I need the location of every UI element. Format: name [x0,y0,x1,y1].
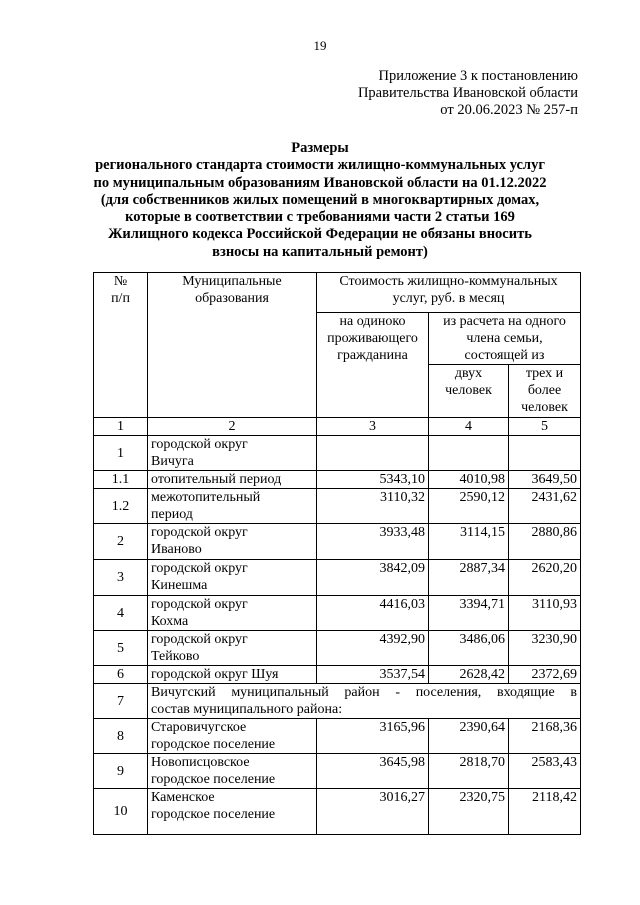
municipality-name-line: отопительный период [151,472,282,487]
header-text: образования [195,291,269,306]
title-line: которые в соответствии с требованиями части 2 статьи 169 [125,209,515,226]
cost-single: 5343,10 [317,471,429,489]
cost-single: 4392,90 [317,631,429,666]
municipality-name-line: межотопительный [151,490,261,505]
municipality-name [148,754,317,789]
municipality-name [148,666,317,684]
header-cost [317,273,581,313]
cost-single: 3842,09 [317,560,429,596]
header-text: Стоимость жилищно-коммунальных [339,274,558,289]
column-number: 2 [148,418,317,436]
cost-two-persons: 2628,42 [429,666,509,684]
municipality-name-line: Новописцовское [151,755,250,770]
appendix-line: Правительства Ивановской области [357,85,578,101]
row-number: 2 [94,524,148,560]
page-number: 19 [313,38,327,53]
title-line: по муниципальным образованиям Ивановской области на 01.12.2022 [93,174,547,191]
column-number: 4 [429,418,509,436]
cost-three-persons: 3110,93 [509,596,581,631]
row-number: 4 [94,596,148,631]
row-number: 1.2 [94,489,148,524]
cost-single: 3537,54 [317,666,429,684]
municipality-name-line: городской округ [151,632,248,647]
municipality-name-line: городской округ [151,525,248,540]
municipality-name-line: Старовичугское [151,720,247,735]
cost-two-persons: 4010,98 [429,471,509,489]
municipality-name [148,489,317,524]
header-text: трех и [525,366,564,381]
title-line: Размеры [291,140,349,156]
municipality-name-line: Вичуга [151,454,194,469]
header-text: № [113,274,128,289]
row-number: 6 [94,666,148,684]
header-text: проживающего [327,331,418,346]
municipality-name [148,631,317,666]
section-row [94,684,581,719]
cost-single: 3933,48 [317,524,429,560]
municipality-name [148,471,317,489]
header-text: члена семьи, [466,331,543,346]
cost-single: 3110,32 [317,489,429,524]
header-text: гражданина [337,348,408,363]
municipality-name [148,436,317,471]
title-line: (для собственников жилых помещений в многоквартирных домах, [100,191,540,208]
municipality-name-line: Кохма [151,614,189,629]
header-text: человек [521,400,568,415]
header-text: двух [454,366,483,381]
title-line: Жилищного кодекса Российской Федерации не обязаны вносить [108,226,532,243]
table-row [94,666,581,684]
cost-single: 3016,27 [317,789,429,835]
municipality-name-line: Кинешма [151,578,208,593]
cost-single: 3645,98 [317,754,429,789]
row-number: 10 [94,789,148,835]
column-number: 3 [317,418,429,436]
municipality-name-line: городской округ [151,561,248,576]
cost-three-persons: 2118,42 [509,789,581,835]
header-three-persons [509,365,581,418]
header-text: Муниципальные [182,274,282,289]
row-number: 7 [94,684,148,719]
column-number-row [94,418,581,436]
cost-two-persons: 2590,12 [429,489,509,524]
municipality-name-line: Каменское [151,790,215,805]
municipality-name-line: городское поселение [151,737,276,752]
cost-three-persons: 2431,62 [509,489,581,524]
column-number: 1 [94,418,148,436]
cost-three-persons: 3649,50 [509,471,581,489]
section-title [148,684,581,719]
municipality-name-line: городской округ [151,437,248,452]
cost-two-persons: 2390,64 [429,719,509,754]
cost-two-persons: 3114,15 [429,524,509,560]
municipality-name [148,789,317,835]
document-title [60,140,580,261]
header-text: на одиноко [339,314,406,329]
municipality-name-line: городское поселение [151,772,276,787]
municipality-name-line: Иваново [151,542,202,557]
table-row [94,436,581,471]
cost-three-persons: 2372,69 [509,666,581,684]
cost-two-persons: 2887,34 [429,560,509,596]
cost-two-persons: 3486,06 [429,631,509,666]
header-two-persons [429,365,509,418]
header-row [94,273,581,313]
row-number: 1.1 [94,471,148,489]
header-text: состоящей из [464,348,545,363]
header-single-citizen [317,313,429,418]
title-line: взносы на капитальный ремонт) [212,243,428,260]
header-text: п/п [111,291,130,306]
table-row [94,596,581,631]
municipality-name [148,596,317,631]
rates-table [93,272,581,835]
header-per-family-member [429,313,581,365]
table-row [94,719,581,754]
cost-single: 3165,96 [317,719,429,754]
column-number: 5 [509,418,581,436]
appendix-note [358,68,578,119]
cost-three-persons: 3230,90 [509,631,581,666]
appendix-line: Приложение 3 к постановлению [378,68,578,84]
table-row [94,754,581,789]
municipality-name-line: Тейково [151,649,200,664]
cost-two-persons: 3394,71 [429,596,509,631]
cost-single [317,436,429,471]
table-row [94,560,581,596]
cost-single: 4416,03 [317,596,429,631]
municipality-name-line: городской округ [151,597,248,612]
rates-table-body [94,273,581,835]
section-title-line: состав муниципального района: [151,702,343,717]
municipality-name-line: городской округ Шуя [151,667,279,682]
section-title-line: Вичугский муниципальный район - поселения, входящие в [151,685,577,700]
header-number [94,273,148,418]
table-row [94,789,581,835]
title-line: регионального стандарта стоимости жилищно-коммунальных услуг [95,157,545,174]
cost-three-persons: 2880,86 [509,524,581,560]
header-text: человек [445,383,492,398]
table-row [94,524,581,560]
cost-three-persons: 2620,20 [509,560,581,596]
cost-two-persons: 2818,70 [429,754,509,789]
table-row [94,471,581,489]
table-row [94,631,581,666]
header-text: более [527,383,562,398]
municipality-name [148,524,317,560]
cost-three-persons [509,436,581,471]
cost-three-persons: 2583,43 [509,754,581,789]
header-text: из расчета на одного [443,314,566,329]
row-number: 3 [94,560,148,596]
row-number: 9 [94,754,148,789]
row-number: 8 [94,719,148,754]
row-number: 5 [94,631,148,666]
table-row [94,489,581,524]
row-number: 1 [94,436,148,471]
municipality-name-line: городское поселение [151,807,276,822]
cost-two-persons: 2320,75 [429,789,509,835]
header-municipality [148,273,317,418]
cost-two-persons [429,436,509,471]
municipality-name-line: период [151,507,193,522]
header-text: услуг, руб. в месяц [392,291,505,306]
municipality-name [148,560,317,596]
municipality-name [148,719,317,754]
cost-three-persons: 2168,36 [509,719,581,754]
appendix-line: от 20.06.2023 № 257-п [440,102,578,118]
